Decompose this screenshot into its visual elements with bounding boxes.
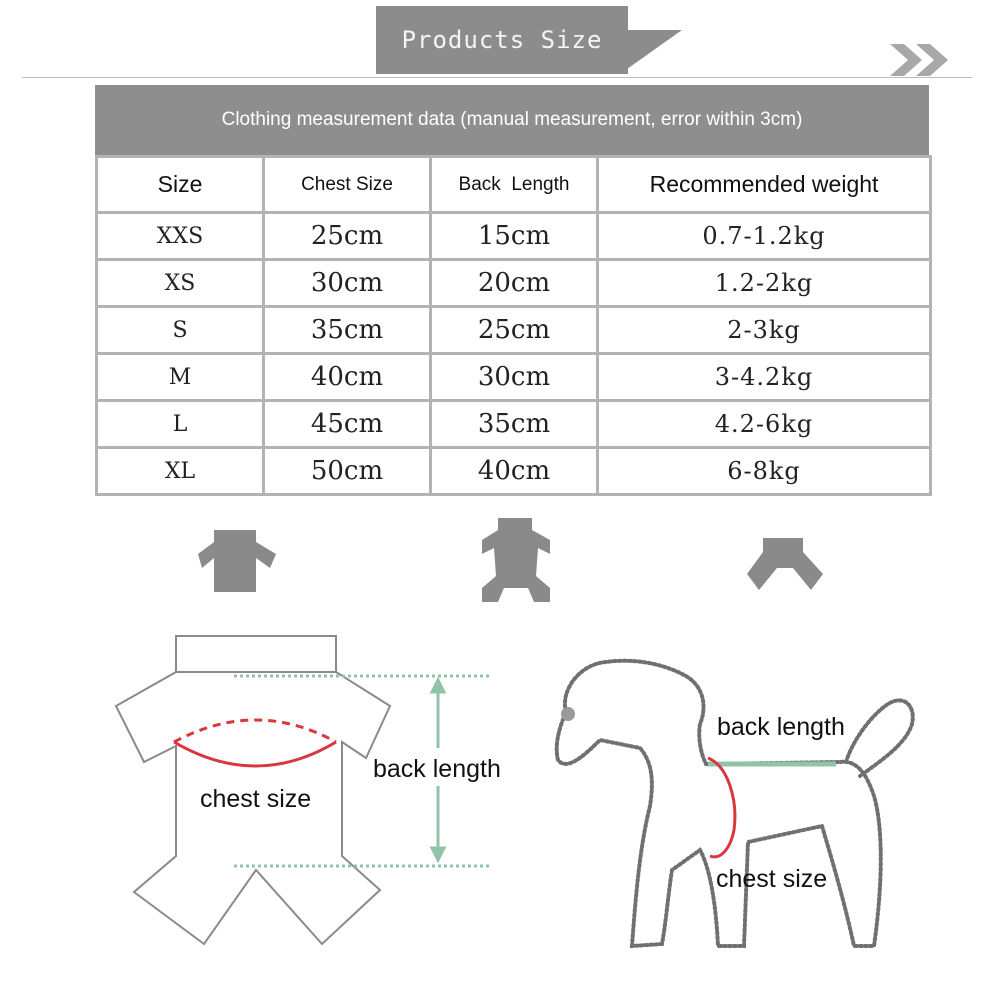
- back-length-cell: 15cm: [431, 213, 598, 260]
- size-cell: S: [97, 307, 264, 354]
- tshirt-icon: [198, 528, 278, 596]
- table-row: [97, 307, 931, 354]
- size-chart-table: [95, 155, 932, 496]
- back-length-cell: 20cm: [431, 260, 598, 307]
- double-chevron-right-icon[interactable]: [888, 40, 952, 80]
- chest-cell: 30cm: [264, 260, 431, 307]
- table-header-row: [97, 157, 931, 213]
- table-caption: Clothing measurement data (manual measurement, error within 3cm): [95, 85, 929, 155]
- page-title: Products Size: [376, 6, 628, 74]
- size-cell: M: [97, 354, 264, 401]
- table-row: [97, 401, 931, 448]
- four-leg-suit-icon: [476, 516, 556, 602]
- weight-cell: 3-4.2kg: [598, 354, 931, 401]
- dog-chest-size-label: chest size: [716, 865, 828, 893]
- table-row: [97, 213, 931, 260]
- weight-cell: 1.2-2kg: [598, 260, 931, 307]
- chest-cell: 50cm: [264, 448, 431, 495]
- weight-cell: 2-3kg: [598, 307, 931, 354]
- header-divider: [22, 77, 972, 78]
- table-row: [97, 260, 931, 307]
- garment-chest-size-label: chest size: [200, 785, 312, 813]
- chest-cell: 25cm: [264, 213, 431, 260]
- column-header-back-length: Back Length: [431, 157, 598, 213]
- table-row: [97, 354, 931, 401]
- size-cell: L: [97, 401, 264, 448]
- back-length-cell: 25cm: [431, 307, 598, 354]
- column-header-size: Size: [97, 157, 264, 213]
- chest-cell: 35cm: [264, 307, 431, 354]
- dog-nose: [561, 707, 575, 721]
- weight-cell: 0.7-1.2kg: [598, 213, 931, 260]
- back-length-cell: 30cm: [431, 354, 598, 401]
- size-cell: XL: [97, 448, 264, 495]
- back-length-cell: 35cm: [431, 401, 598, 448]
- size-cell: XS: [97, 260, 264, 307]
- dog-back-length-label: back length: [717, 713, 845, 741]
- size-cell: XXS: [97, 213, 264, 260]
- weight-cell: 4.2-6kg: [598, 401, 931, 448]
- garment-back-length-label: back length: [373, 755, 501, 783]
- back-length-cell: 40cm: [431, 448, 598, 495]
- table-row: [97, 448, 931, 495]
- title-tab-shadow: [620, 30, 690, 74]
- chest-cell: 40cm: [264, 354, 431, 401]
- dog-chest-band: [708, 758, 735, 857]
- chest-cell: 45cm: [264, 401, 431, 448]
- column-header-recommended-weight: Recommended weight: [598, 157, 931, 213]
- measurement-diagram: [0, 600, 1000, 1000]
- pants-icon: [745, 518, 825, 592]
- column-header-chest-size: Chest Size: [264, 157, 431, 213]
- weight-cell: 6-8kg: [598, 448, 931, 495]
